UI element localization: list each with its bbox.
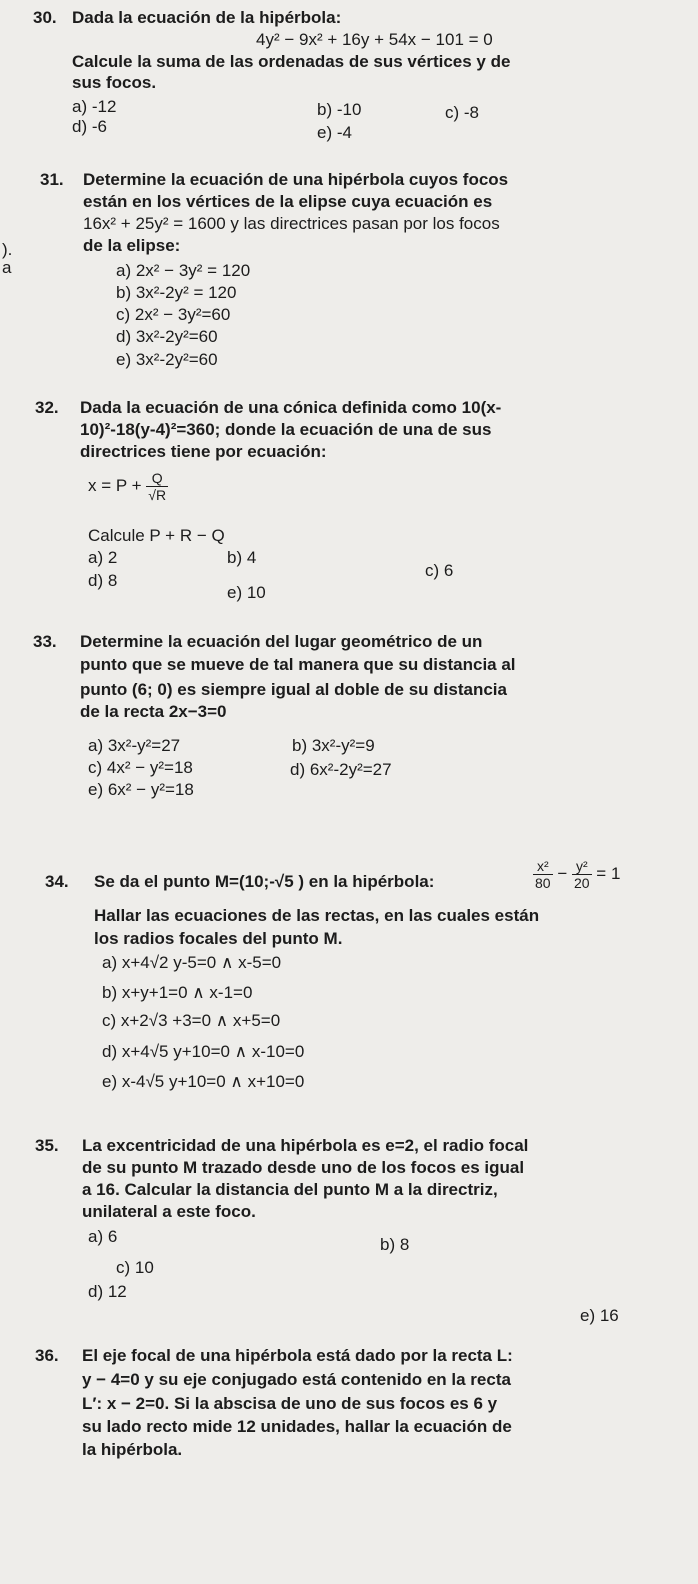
q30-option-c: c) -8 bbox=[445, 103, 479, 122]
q35-number: 35. bbox=[35, 1136, 59, 1155]
q33-option-c: c) 4x² − y²=18 bbox=[88, 758, 193, 777]
q31-line1: Determine la ecuación de una hipérbola cuyos focos bbox=[83, 170, 509, 189]
q34-line2: Hallar las ecuaciones de las rectas, en las cuales están bbox=[94, 906, 540, 925]
q32-line3: directrices tiene por ecuación: bbox=[80, 442, 327, 461]
q30-line3: sus focos. bbox=[72, 73, 157, 92]
q34-frac-x-den: 80 bbox=[535, 875, 551, 892]
q35-line1: La excentricidad de una hipérbola es e=2, el radio focal bbox=[82, 1136, 529, 1155]
q32-line4: Calcule P + R − Q bbox=[88, 526, 225, 545]
q34-frac-x bbox=[533, 858, 553, 891]
q36-line5: la hipérbola. bbox=[82, 1440, 183, 1459]
q31-option-a: a) 2x² − 3y² = 120 bbox=[116, 261, 251, 280]
q33-option-a: a) 3x²-y²=27 bbox=[88, 736, 181, 755]
q34-frac-y bbox=[572, 858, 592, 891]
q33-number: 33. bbox=[33, 632, 57, 651]
q34-option-e: e) x-4√5 y+10=0 ∧ x+10=0 bbox=[102, 1072, 305, 1091]
q35-option-a: a) 6 bbox=[88, 1227, 118, 1246]
q36-number: 36. bbox=[35, 1346, 59, 1365]
q34-number: 34. bbox=[45, 872, 69, 891]
q34-frac-y-num: y² bbox=[572, 858, 592, 875]
q35-line2: de su punto M trazado desde uno de los focos es igual bbox=[82, 1158, 525, 1177]
q34-option-c: c) x+2√3 +3=0 ∧ x+5=0 bbox=[102, 1011, 281, 1030]
q32-option-d: d) 8 bbox=[88, 571, 118, 590]
q34-option-a: a) x+4√2 y-5=0 ∧ x-5=0 bbox=[102, 953, 282, 972]
q33-option-d: d) 6x²-2y²=27 bbox=[290, 760, 392, 779]
q34-frac-x-num: x² bbox=[533, 858, 553, 875]
q32-line2: 10)²-18(y-4)²=360; donde la ecuación de una de sus bbox=[80, 420, 492, 439]
q31-option-d: d) 3x²-2y²=60 bbox=[116, 327, 218, 346]
q31-option-e: e) 3x²-2y²=60 bbox=[116, 350, 218, 369]
q34-minus: − bbox=[557, 864, 568, 884]
q33-option-b: b) 3x²-y²=9 bbox=[292, 736, 375, 755]
q36-line4: su lado recto mide 12 unidades, hallar la ecuación de bbox=[82, 1417, 512, 1436]
q31-line4: de la elipse: bbox=[83, 236, 181, 255]
q35-option-c: c) 10 bbox=[116, 1258, 154, 1277]
q33-line3: punto (6; 0) es siempre igual al doble de su distancia bbox=[80, 680, 507, 699]
q32-formula bbox=[88, 470, 168, 503]
q32-formula-prefix: x = P + bbox=[88, 476, 142, 496]
q33-option-e: e) 6x² − y²=18 bbox=[88, 780, 194, 799]
q33-line4: de la recta 2x−3=0 bbox=[80, 702, 227, 721]
margin-mark-1: ). bbox=[2, 240, 13, 259]
q31-option-c: c) 2x² − 3y²=60 bbox=[116, 305, 231, 324]
q35-option-e: e) 16 bbox=[580, 1306, 619, 1325]
q34-option-d: d) x+4√5 y+10=0 ∧ x-10=0 bbox=[102, 1042, 305, 1061]
margin-mark-2: a bbox=[2, 258, 12, 277]
q30-option-a: a) -12 bbox=[72, 97, 117, 116]
q34-line1: Se da el punto M=(10;-√5 ) en la hipérbola: bbox=[94, 872, 435, 891]
q32-fraction bbox=[146, 470, 168, 503]
q34-hyperbola-equation bbox=[533, 858, 620, 891]
q32-number: 32. bbox=[35, 398, 59, 417]
q30-option-b: b) -10 bbox=[317, 100, 362, 119]
q34-option-b: b) x+y+1=0 ∧ x-1=0 bbox=[102, 983, 253, 1002]
q32-option-a: a) 2 bbox=[88, 548, 118, 567]
q34-line3: los radios focales del punto M. bbox=[94, 929, 343, 948]
q34-frac-y-den: 20 bbox=[573, 875, 590, 892]
q33-line2: punto que se mueve de tal manera que su distancia al bbox=[80, 655, 516, 674]
q35-option-d: d) 12 bbox=[88, 1282, 127, 1301]
q31-number: 31. bbox=[40, 170, 64, 189]
q30-number: 30. bbox=[33, 8, 57, 27]
q32-option-e: e) 10 bbox=[227, 583, 266, 602]
q30-line1: Dada la ecuación de la hipérbola: bbox=[72, 8, 342, 27]
q36-line2: y − 4=0 y su eje conjugado está contenido en la recta bbox=[82, 1370, 511, 1389]
q32-fraction-num: Q bbox=[146, 470, 168, 487]
q32-fraction-den: √R bbox=[148, 487, 167, 504]
q35-line3: a 16. Calcular la distancia del punto M a la directriz, bbox=[82, 1180, 498, 1199]
q36-line3: L′: x − 2=0. Si la abscisa de uno de sus focos es 6 y bbox=[82, 1394, 498, 1413]
q32-option-c: c) 6 bbox=[425, 561, 454, 580]
q30-option-e: e) -4 bbox=[317, 123, 352, 142]
q30-option-d: d) -6 bbox=[72, 117, 107, 136]
q35-line4: unilateral a este foco. bbox=[82, 1202, 256, 1221]
q31-option-b: b) 3x²-2y² = 120 bbox=[116, 283, 237, 302]
q32-option-b: b) 4 bbox=[227, 548, 257, 567]
q36-line1: El eje focal de una hipérbola está dado por la recta L: bbox=[82, 1346, 513, 1365]
q30-line2: Calcule la suma de las ordenadas de sus vértices y de bbox=[72, 52, 511, 71]
q31-line3: 16x² + 25y² = 1600 y las directrices pasan por los focos bbox=[83, 214, 500, 233]
q30-equation: 4y² − 9x² + 16y + 54x − 101 = 0 bbox=[256, 30, 493, 49]
q32-line1: Dada la ecuación de una cónica definida como 10(x- bbox=[80, 398, 502, 417]
q34-rhs: = 1 bbox=[596, 864, 621, 884]
q33-line1: Determine la ecuación del lugar geométrico de un bbox=[80, 632, 483, 651]
q31-line2: están en los vértices de la elipse cuya ecuación es bbox=[83, 192, 493, 211]
q35-option-b: b) 8 bbox=[380, 1235, 410, 1254]
